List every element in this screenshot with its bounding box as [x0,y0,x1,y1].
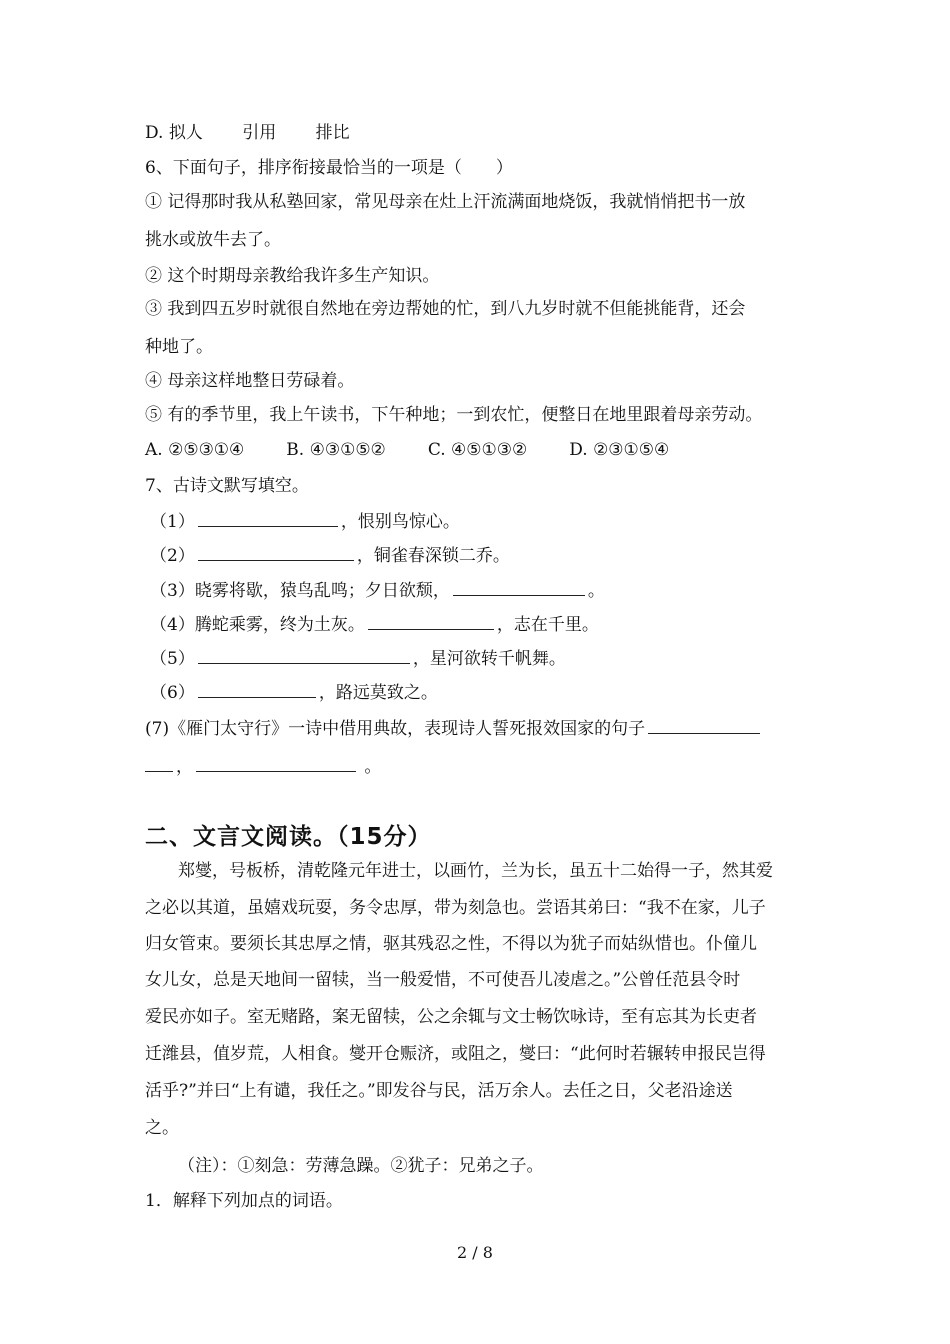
sub-question-1: 1．解释下列加点的词语。 [145,1191,343,1211]
q6-sentence-2: ② 这个时期母亲教给我许多生产知识。 [145,266,440,286]
q6-option-a: A. ②⑤③①④ [145,440,245,460]
q7-item-7-cont: ， 。 [145,754,381,778]
answer-blank[interactable] [196,754,356,772]
q7-item-2: （2） ，铜雀春深锁二乔。 [150,543,510,567]
q6-option-d: D. ②③①⑤④ [569,440,670,460]
q7-item-6: （6） ，路远莫致之。 [150,680,438,704]
passage-line: 女儿女，总是天地间一留犊，当一般爱惜，不可使吾儿凌虐之。”公曾任范县令时 [145,970,741,990]
q6-sentence-1b: 挑水或放牛去了。 [145,230,281,250]
q7-item-4: （4）腾蛇乘雾，终为土灰。 ，志在千里。 [150,612,599,636]
q6-option-b: B. ④③①⑤② [286,440,386,460]
q7-item-5: （5） ，星河欲转千帆舞。 [150,646,566,670]
answer-blank[interactable] [198,509,338,527]
q7-item-1: （1） ，恨别鸟惊心。 [150,509,460,533]
passage-line: 郑燮，号板桥，清乾隆元年进士，以画竹，兰为长，虽五十二始得一子，然其爱 [178,861,773,881]
passage-line: 爱民亦如子。室无赌路，案无留犊，公之余辄与文士畅饮咏诗，至有忘其为长吏者 [145,1007,757,1027]
section-heading: 二、文言文阅读。（15分） [145,824,432,850]
q6-option-c: C. ④⑤①③② [427,440,528,460]
q5-option-d: D. 拟人 引用 排比 [145,123,350,143]
q6-stem: 6、下面句子，排序衔接最恰当的一项是（ ） [145,158,513,178]
passage-line: 之。 [145,1118,179,1138]
answer-blank[interactable] [145,754,173,772]
q6-sentence-3a: ③ 我到四五岁时就很自然地在旁边帮她的忙，到八九岁时就不但能挑能背，还会 [145,299,746,319]
answer-blank[interactable] [368,612,494,630]
answer-blank[interactable] [198,646,410,664]
passage-line: 迁潍县，值岁荒，人相食。燮开仓赈济，或阻之，燮曰：“此何时若辗转申报民岂得 [145,1044,766,1064]
answer-blank[interactable] [198,680,316,698]
answer-blank[interactable] [648,716,760,734]
passage-line: 之必以其道，虽嬉戏玩耍，务令忠厚，带为刻急也。尝语其弟曰：“我不在家，儿子 [145,898,766,918]
q7-item-3: （3）晓雾将歇，猿鸟乱鸣；夕日欲颓， 。 [150,578,605,602]
page-number: 2 / 8 [457,1243,493,1262]
answer-blank[interactable] [198,543,354,561]
q6-sentence-4: ④ 母亲这样地整日劳碌着。 [145,371,355,391]
q7-stem: 7、古诗文默写填空。 [145,476,309,496]
q6-sentence-3b: 种地了。 [145,337,213,357]
annotation-note: （注）：①刻急：劳薄急躁。②犹子：兄弟之子。 [178,1156,544,1176]
passage-line: 归女管束。要须长其忠厚之情，驱其残忍之性，不得以为犹子而姑纵惜也。仆僮儿 [145,934,757,954]
q6-sentence-1a: ① 记得那时我从私塾回家，常见母亲在灶上汗流满面地烧饭，我就悄悄把书一放 [145,192,746,212]
answer-blank[interactable] [453,578,585,596]
passage-line: 活乎?”并曰“上有谴，我任之。”即发谷与民，活万余人。去任之日，父老沿途送 [145,1081,733,1101]
q6-sentence-5: ⑤ 有的季节里，我上午读书，下午种地；一到农忙，便整日在地里跟着母亲劳动。 [145,405,763,425]
q6-options [145,439,669,461]
q7-item-7: (7)《雁门太守行》一诗中借用典故，表现诗人誓死报效国家的句子 [145,716,760,740]
